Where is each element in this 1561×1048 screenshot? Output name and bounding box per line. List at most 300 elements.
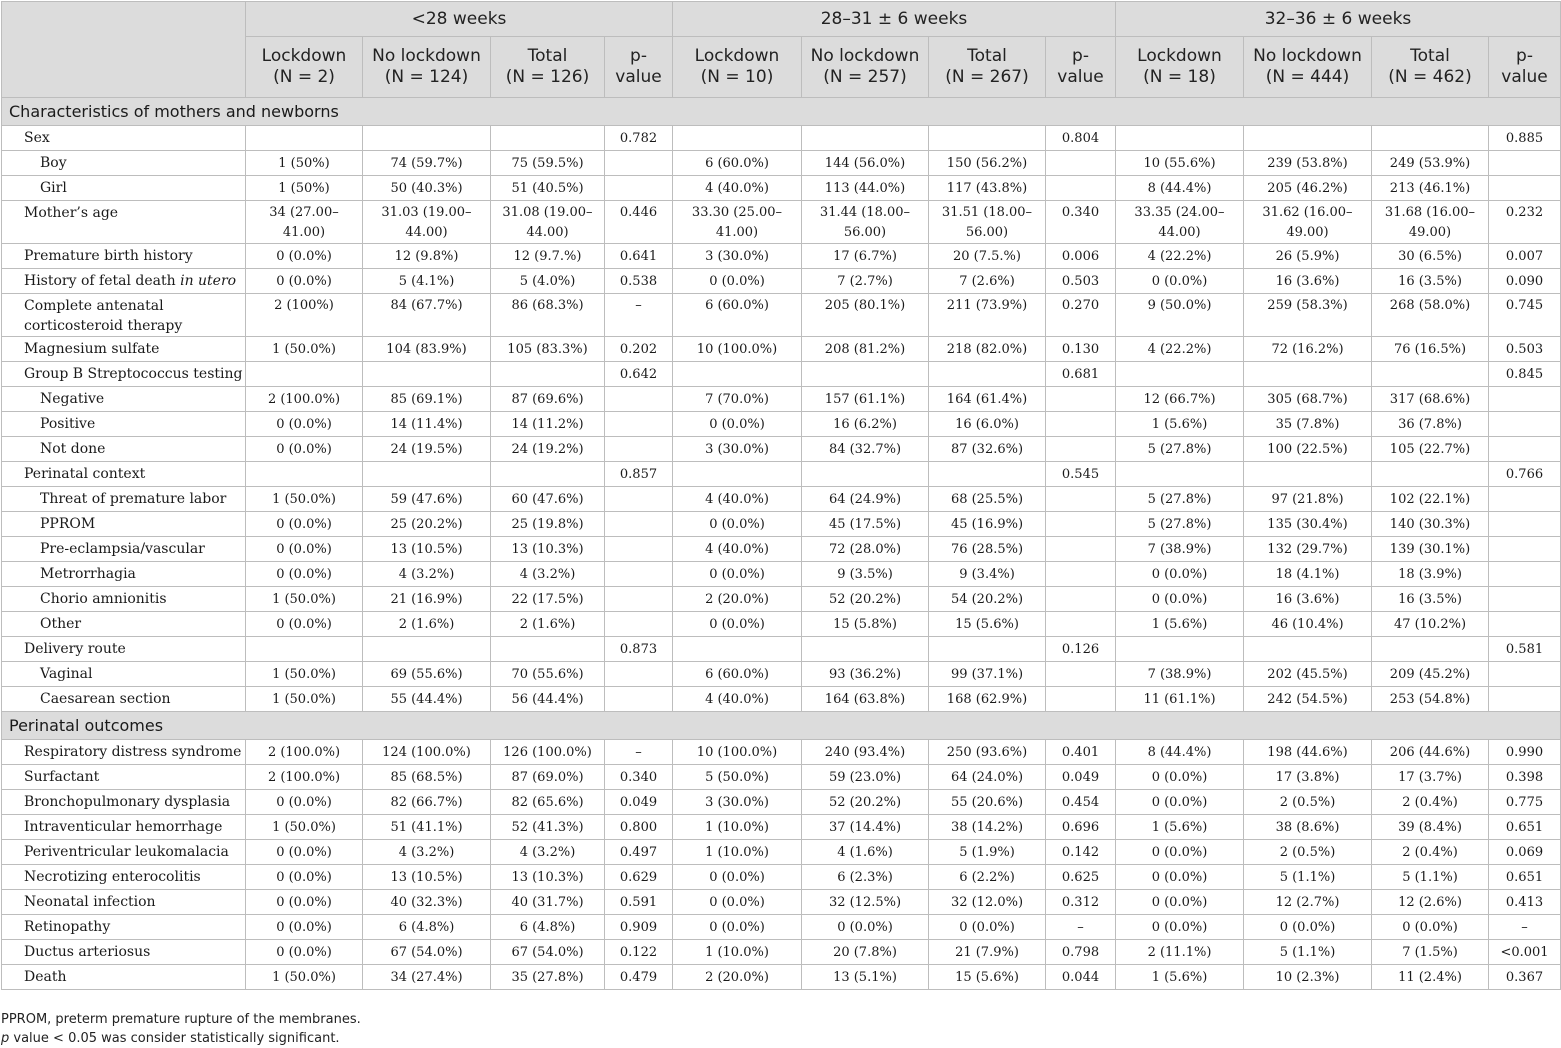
p-value-cell: 0.069 (1489, 840, 1561, 865)
table-cell: 1 (5.6%) (1116, 412, 1244, 437)
p-value-cell (1489, 176, 1561, 201)
table-cell: 253 (54.8%) (1372, 687, 1489, 712)
table-cell: 13 (10.5%) (363, 865, 491, 890)
table-row (2, 244, 1561, 269)
p-value-cell: 0.591 (605, 890, 673, 915)
table-cell: 14 (11.2%) (491, 412, 605, 437)
table-cell (1116, 126, 1244, 151)
table-cell: 164 (61.4%) (929, 387, 1046, 412)
table-cell: 1 (50.0%) (246, 815, 363, 840)
table-cell: 126 (100.0%) (491, 740, 605, 765)
table-cell: 12 (2.6%) (1372, 890, 1489, 915)
p-value-cell: 0.340 (605, 765, 673, 790)
row-label-text: Retinopathy (24, 919, 111, 935)
table-cell: 54 (20.2%) (929, 587, 1046, 612)
column-header (1244, 37, 1372, 98)
p-value-cell (1489, 437, 1561, 462)
p-value-cell: 0.130 (1046, 337, 1116, 362)
p-value-cell: 0.581 (1489, 637, 1561, 662)
row-label-text: Group B Streptococcus testing (24, 366, 243, 382)
table-cell: 164 (63.8%) (802, 687, 929, 712)
row-label (2, 537, 246, 562)
row-label-text: History of fetal death (24, 273, 181, 289)
column-header-n: (N = 10) (700, 67, 774, 87)
table-cell: 208 (81.2%) (802, 337, 929, 362)
table-cell: 6 (60.0%) (673, 151, 802, 176)
table-cell: 0 (0.0%) (246, 244, 363, 269)
table-cell: 4 (40.0%) (673, 537, 802, 562)
row-label-text: Bronchopulmonary dysplasia (24, 794, 231, 810)
row-label (2, 294, 246, 337)
p-value-cell (1046, 437, 1116, 462)
table-cell: 240 (93.4%) (802, 740, 929, 765)
table-cell: 144 (56.0%) (802, 151, 929, 176)
table-cell: 46 (10.4%) (1244, 612, 1372, 637)
table-cell (491, 462, 605, 487)
table-cell: 1 (10.0%) (673, 815, 802, 840)
p-value-cell: 0.538 (605, 269, 673, 294)
table-row (2, 337, 1561, 362)
row-label (2, 765, 246, 790)
table-row (2, 437, 1561, 462)
row-label (2, 965, 246, 990)
p-value-cell: 0.007 (1489, 244, 1561, 269)
p-value-cell: 0.049 (605, 790, 673, 815)
table-cell: 4 (1.6%) (802, 840, 929, 865)
row-label (2, 269, 246, 294)
table-cell: 150 (56.2%) (929, 151, 1046, 176)
table-cell (1244, 362, 1372, 387)
p-value-cell: 0.845 (1489, 362, 1561, 387)
table-cell: 2 (100.0%) (246, 740, 363, 765)
column-header-n: (N = 462) (1388, 67, 1472, 87)
section-title: Characteristics of mothers and newborns (2, 98, 1561, 126)
table-cell: 2 (1.6%) (363, 612, 491, 637)
table-cell: 9 (3.4%) (929, 562, 1046, 587)
table-cell: 3 (30.0%) (673, 244, 802, 269)
p-value-cell: 0.142 (1046, 840, 1116, 865)
row-label-text: Not done (40, 441, 106, 457)
table-header (2, 2, 1561, 98)
column-header-n: (N = 18) (1143, 67, 1216, 87)
p-value-cell (1046, 412, 1116, 437)
p-value-cell (605, 412, 673, 437)
table-cell: 1 (50.0%) (246, 687, 363, 712)
row-label (2, 176, 246, 201)
table-cell: 1 (5.6%) (1116, 965, 1244, 990)
column-header-label: p- (1072, 46, 1089, 66)
table-cell: 0 (0.0%) (1116, 890, 1244, 915)
row-label (2, 462, 246, 487)
table-cell (929, 362, 1046, 387)
table-row (2, 512, 1561, 537)
column-header-n: (N = 267) (945, 67, 1029, 87)
table-cell: 7 (38.9%) (1116, 537, 1244, 562)
table-cell: 84 (67.7%) (363, 294, 491, 337)
table-cell: 64 (24.0%) (929, 765, 1046, 790)
table-cell: 2 (100.0%) (246, 387, 363, 412)
p-value-cell (1046, 587, 1116, 612)
table-cell: 17 (6.7%) (802, 244, 929, 269)
table-cell: 67 (54.0%) (491, 940, 605, 965)
row-label-text: Metrorrhagia (40, 566, 136, 582)
p-value-cell: <0.001 (1489, 940, 1561, 965)
table-cell: 87 (69.6%) (491, 387, 605, 412)
table-cell: 139 (30.1%) (1372, 537, 1489, 562)
row-label-text: Vaginal (40, 666, 93, 682)
table-cell (802, 362, 929, 387)
column-header (802, 37, 929, 98)
section-title: Perinatal outcomes (2, 712, 1561, 740)
row-label (2, 437, 246, 462)
p-value-cell: – (605, 740, 673, 765)
table-cell: 59 (23.0%) (802, 765, 929, 790)
column-header-n: (N = 2) (273, 67, 335, 87)
table-cell: 135 (30.4%) (1244, 512, 1372, 537)
table-cell: 55 (20.6%) (929, 790, 1046, 815)
table-cell: 1 (50.0%) (246, 965, 363, 990)
table-cell (673, 462, 802, 487)
table-cell: 13 (10.3%) (491, 537, 605, 562)
table-cell: 10 (2.3%) (1244, 965, 1372, 990)
p-value-cell: 0.446 (605, 201, 673, 244)
table-row (2, 612, 1561, 637)
table-cell: 0 (0.0%) (1116, 865, 1244, 890)
p-value-cell: 0.775 (1489, 790, 1561, 815)
row-label (2, 387, 246, 412)
table-cell: 84 (32.7%) (802, 437, 929, 462)
table-cell: 8 (44.4%) (1116, 176, 1244, 201)
footnote-p-italic: p (1, 1031, 10, 1046)
section-row (2, 98, 1561, 126)
table-cell: 67 (54.0%) (363, 940, 491, 965)
p-value-cell: 0.232 (1489, 201, 1561, 244)
table-cell: 100 (22.5%) (1244, 437, 1372, 462)
table-cell: 82 (65.6%) (491, 790, 605, 815)
row-label (2, 940, 246, 965)
p-value-cell: 0.641 (605, 244, 673, 269)
table-cell: 5 (50.0%) (673, 765, 802, 790)
table-cell: 259 (58.3%) (1244, 294, 1372, 337)
group-header: 32–36 ± 6 weeks (1116, 2, 1561, 37)
table-cell: 0 (0.0%) (1116, 840, 1244, 865)
table-cell: 0 (0.0%) (673, 412, 802, 437)
table-cell: 1 (5.6%) (1116, 815, 1244, 840)
table-cell: 0 (0.0%) (246, 915, 363, 940)
table-cell: 4 (3.2%) (363, 840, 491, 865)
table-cell: 56 (44.4%) (491, 687, 605, 712)
p-value-cell: 0.503 (1046, 269, 1116, 294)
table-cell: 21 (16.9%) (363, 587, 491, 612)
table-cell: 117 (43.8%) (929, 176, 1046, 201)
row-label (2, 790, 246, 815)
column-header-n: value (615, 67, 662, 87)
row-label-text: Boy (40, 155, 67, 171)
table-cell: 5 (1.1%) (1244, 865, 1372, 890)
table-row (2, 815, 1561, 840)
table-cell: 31.68 (16.00–49.00) (1372, 201, 1489, 244)
footnote-pvalue (1, 1029, 1560, 1048)
p-value-cell (1489, 387, 1561, 412)
row-label-text: Respiratory distress syndrome (24, 744, 242, 760)
table-cell: 157 (61.1%) (802, 387, 929, 412)
table-cell (491, 362, 605, 387)
table-cell (1116, 462, 1244, 487)
p-value-cell (1489, 537, 1561, 562)
table-row (2, 176, 1561, 201)
table-cell: 36 (7.8%) (1372, 412, 1489, 437)
table-cell (1116, 637, 1244, 662)
p-value-cell: 0.340 (1046, 201, 1116, 244)
table-cell: 31.51 (18.00–56.00) (929, 201, 1046, 244)
table-cell: 99 (37.1%) (929, 662, 1046, 687)
table-cell: 0 (0.0%) (1116, 587, 1244, 612)
column-header-n: (N = 444) (1265, 67, 1350, 87)
row-label-text: PPROM (40, 516, 96, 532)
table-row (2, 840, 1561, 865)
row-label-text: Death (24, 969, 67, 985)
column-header-label: Lockdown (261, 46, 347, 66)
table-cell: 104 (83.9%) (363, 337, 491, 362)
p-value-cell (605, 662, 673, 687)
table-cell: 9 (3.5%) (802, 562, 929, 587)
table-cell: 317 (68.6%) (1372, 387, 1489, 412)
table-cell: 102 (22.1%) (1372, 487, 1489, 512)
table-cell: 32 (12.0%) (929, 890, 1046, 915)
table-cell: 4 (22.2%) (1116, 244, 1244, 269)
p-value-cell (1046, 387, 1116, 412)
row-label (2, 637, 246, 662)
table-cell: 0 (0.0%) (246, 537, 363, 562)
row-label (2, 865, 246, 890)
column-header-n: (N = 257) (823, 67, 907, 87)
table-cell (363, 637, 491, 662)
row-label (2, 151, 246, 176)
column-header-label: No lockdown (372, 46, 481, 66)
table-cell: 24 (19.5%) (363, 437, 491, 462)
row-label-text: Intraventicular hemorrhage (24, 819, 223, 835)
table-cell: 6 (60.0%) (673, 662, 802, 687)
row-label-text: Other (40, 616, 82, 632)
table-cell: 211 (73.9%) (929, 294, 1046, 337)
p-value-cell (1489, 687, 1561, 712)
table-cell: 0 (0.0%) (246, 412, 363, 437)
table-cell: 69 (55.6%) (363, 662, 491, 687)
table-cell: 4 (40.0%) (673, 176, 802, 201)
table-cell: 51 (41.1%) (363, 815, 491, 840)
table-cell: 8 (44.4%) (1116, 740, 1244, 765)
row-label (2, 244, 246, 269)
table-cell: 205 (46.2%) (1244, 176, 1372, 201)
table-cell: 25 (19.8%) (491, 512, 605, 537)
table-cell: 85 (68.5%) (363, 765, 491, 790)
table-cell (1372, 126, 1489, 151)
table-cell: 17 (3.8%) (1244, 765, 1372, 790)
table-cell: 0 (0.0%) (673, 890, 802, 915)
row-label (2, 662, 246, 687)
table-cell: 82 (66.7%) (363, 790, 491, 815)
table-cell: 22 (17.5%) (491, 587, 605, 612)
table-cell: 0 (0.0%) (1372, 915, 1489, 940)
p-value-cell: 0.202 (605, 337, 673, 362)
table-cell: 12 (66.7%) (1116, 387, 1244, 412)
p-value-cell: 0.497 (605, 840, 673, 865)
column-header (673, 37, 802, 98)
footnote-pprom: PPROM, preterm premature rupture of the membranes. (1, 1012, 361, 1027)
p-value-cell: 0.625 (1046, 865, 1116, 890)
table-cell: 16 (3.6%) (1244, 587, 1372, 612)
table-cell: 0 (0.0%) (1116, 269, 1244, 294)
table-cell: 75 (59.5%) (491, 151, 605, 176)
column-header (1489, 37, 1561, 98)
row-label-text: Sex (24, 130, 50, 146)
p-value-cell: 0.454 (1046, 790, 1116, 815)
table-cell: 3 (30.0%) (673, 437, 802, 462)
row-label (2, 740, 246, 765)
table-cell: 4 (3.2%) (491, 562, 605, 587)
table-cell: 20 (7.8%) (802, 940, 929, 965)
p-value-cell (1489, 662, 1561, 687)
table-cell: 2 (0.5%) (1244, 840, 1372, 865)
table-cell: 20 (7.5.%) (929, 244, 1046, 269)
p-value-cell (1046, 487, 1116, 512)
table-cell: 2 (0.4%) (1372, 840, 1489, 865)
table-cell: 268 (58.0%) (1372, 294, 1489, 337)
row-label-text: Girl (40, 180, 67, 196)
table-row (2, 740, 1561, 765)
table-row (2, 412, 1561, 437)
column-header-label: No lockdown (1253, 46, 1362, 66)
table-cell: 12 (9.7.%) (491, 244, 605, 269)
row-label-text: Threat of premature labor (40, 491, 227, 507)
table-cell: 16 (3.6%) (1244, 269, 1372, 294)
p-value-cell (1489, 487, 1561, 512)
table-row (2, 537, 1561, 562)
row-label-text: Complete antenatal corticosteroid therapy (24, 298, 183, 334)
table-cell (1116, 362, 1244, 387)
p-value-cell (605, 587, 673, 612)
column-header-n: (N = 126) (505, 67, 590, 87)
table-cell: 15 (5.6%) (929, 612, 1046, 637)
table-cell: 7 (2.7%) (802, 269, 929, 294)
table-cell: 1 (10.0%) (673, 940, 802, 965)
table-cell: 1 (50.0%) (246, 587, 363, 612)
table-cell: 33.35 (24.00–44.00) (1116, 201, 1244, 244)
p-value-cell (1489, 587, 1561, 612)
table-cell: 2 (11.1%) (1116, 940, 1244, 965)
p-value-cell (1046, 512, 1116, 537)
table-row (2, 362, 1561, 387)
table-cell: 76 (28.5%) (929, 537, 1046, 562)
column-header-label: p- (630, 46, 647, 66)
table-cell: 0 (0.0%) (1116, 765, 1244, 790)
table-cell: 1 (10.0%) (673, 840, 802, 865)
p-value-cell: 0.044 (1046, 965, 1116, 990)
column-header (1046, 37, 1116, 98)
table-cell: 72 (28.0%) (802, 537, 929, 562)
p-value-cell (605, 687, 673, 712)
table-cell: 86 (68.3%) (491, 294, 605, 337)
table-cell (673, 126, 802, 151)
table-cell: 1 (50.0%) (246, 337, 363, 362)
table-cell: 26 (5.9%) (1244, 244, 1372, 269)
table-cell (246, 362, 363, 387)
p-value-cell (605, 487, 673, 512)
table-cell: 4 (40.0%) (673, 687, 802, 712)
p-value-cell: 0.545 (1046, 462, 1116, 487)
table-row (2, 915, 1561, 940)
table-cell (1244, 126, 1372, 151)
row-label-text: Pre-eclampsia/vascular (40, 541, 205, 557)
table-cell: 72 (16.2%) (1244, 337, 1372, 362)
row-label (2, 890, 246, 915)
table-cell: 0 (0.0%) (246, 865, 363, 890)
p-value-cell: 0.049 (1046, 765, 1116, 790)
p-value-cell (1046, 176, 1116, 201)
table-row (2, 487, 1561, 512)
table-cell: 9 (50.0%) (1116, 294, 1244, 337)
table-cell: 60 (47.6%) (491, 487, 605, 512)
table-body (2, 98, 1561, 990)
table-cell: 0 (0.0%) (246, 269, 363, 294)
table-cell: 213 (46.1%) (1372, 176, 1489, 201)
table-cell: 18 (3.9%) (1372, 562, 1489, 587)
table-cell (1372, 362, 1489, 387)
table-cell: 4 (22.2%) (1116, 337, 1244, 362)
table-cell (802, 462, 929, 487)
p-value-cell (1489, 151, 1561, 176)
table-cell: 0 (0.0%) (673, 865, 802, 890)
table-cell: 0 (0.0%) (673, 562, 802, 587)
p-value-cell: – (1046, 915, 1116, 940)
row-label (2, 412, 246, 437)
table-cell (491, 637, 605, 662)
table-cell: 45 (17.5%) (802, 512, 929, 537)
p-value-cell (605, 562, 673, 587)
table-cell: 47 (10.2%) (1372, 612, 1489, 637)
table-cell: 3 (30.0%) (673, 790, 802, 815)
table-cell: 0 (0.0%) (246, 840, 363, 865)
table-cell: 6 (2.2%) (929, 865, 1046, 890)
table-cell: 87 (69.0%) (491, 765, 605, 790)
row-label-text: Necrotizing enterocolitis (24, 869, 201, 885)
table-cell: 38 (8.6%) (1244, 815, 1372, 840)
p-value-cell: 0.651 (1489, 815, 1561, 840)
table-cell: 0 (0.0%) (246, 512, 363, 537)
table-cell: 10 (55.6%) (1116, 151, 1244, 176)
table-cell: 25 (20.2%) (363, 512, 491, 537)
table-cell: 0 (0.0%) (929, 915, 1046, 940)
table-cell (929, 637, 1046, 662)
table-cell: 0 (0.0%) (1116, 915, 1244, 940)
table-cell: 113 (44.0%) (802, 176, 929, 201)
row-label (2, 915, 246, 940)
row-label-italic: in utero (180, 273, 237, 289)
table-cell: 16 (3.5%) (1372, 269, 1489, 294)
p-value-cell: 0.122 (605, 940, 673, 965)
row-label (2, 487, 246, 512)
column-header-n: (N = 124) (384, 67, 469, 87)
table-cell: 64 (24.9%) (802, 487, 929, 512)
table-cell: 15 (5.6%) (929, 965, 1046, 990)
table-cell: 2 (100%) (246, 294, 363, 337)
p-value-cell: 0.006 (1046, 244, 1116, 269)
table-cell (363, 126, 491, 151)
row-label-text: Mother’s age (24, 205, 119, 221)
table-cell (363, 362, 491, 387)
table-cell: 16 (3.5%) (1372, 587, 1489, 612)
p-value-cell (1489, 612, 1561, 637)
